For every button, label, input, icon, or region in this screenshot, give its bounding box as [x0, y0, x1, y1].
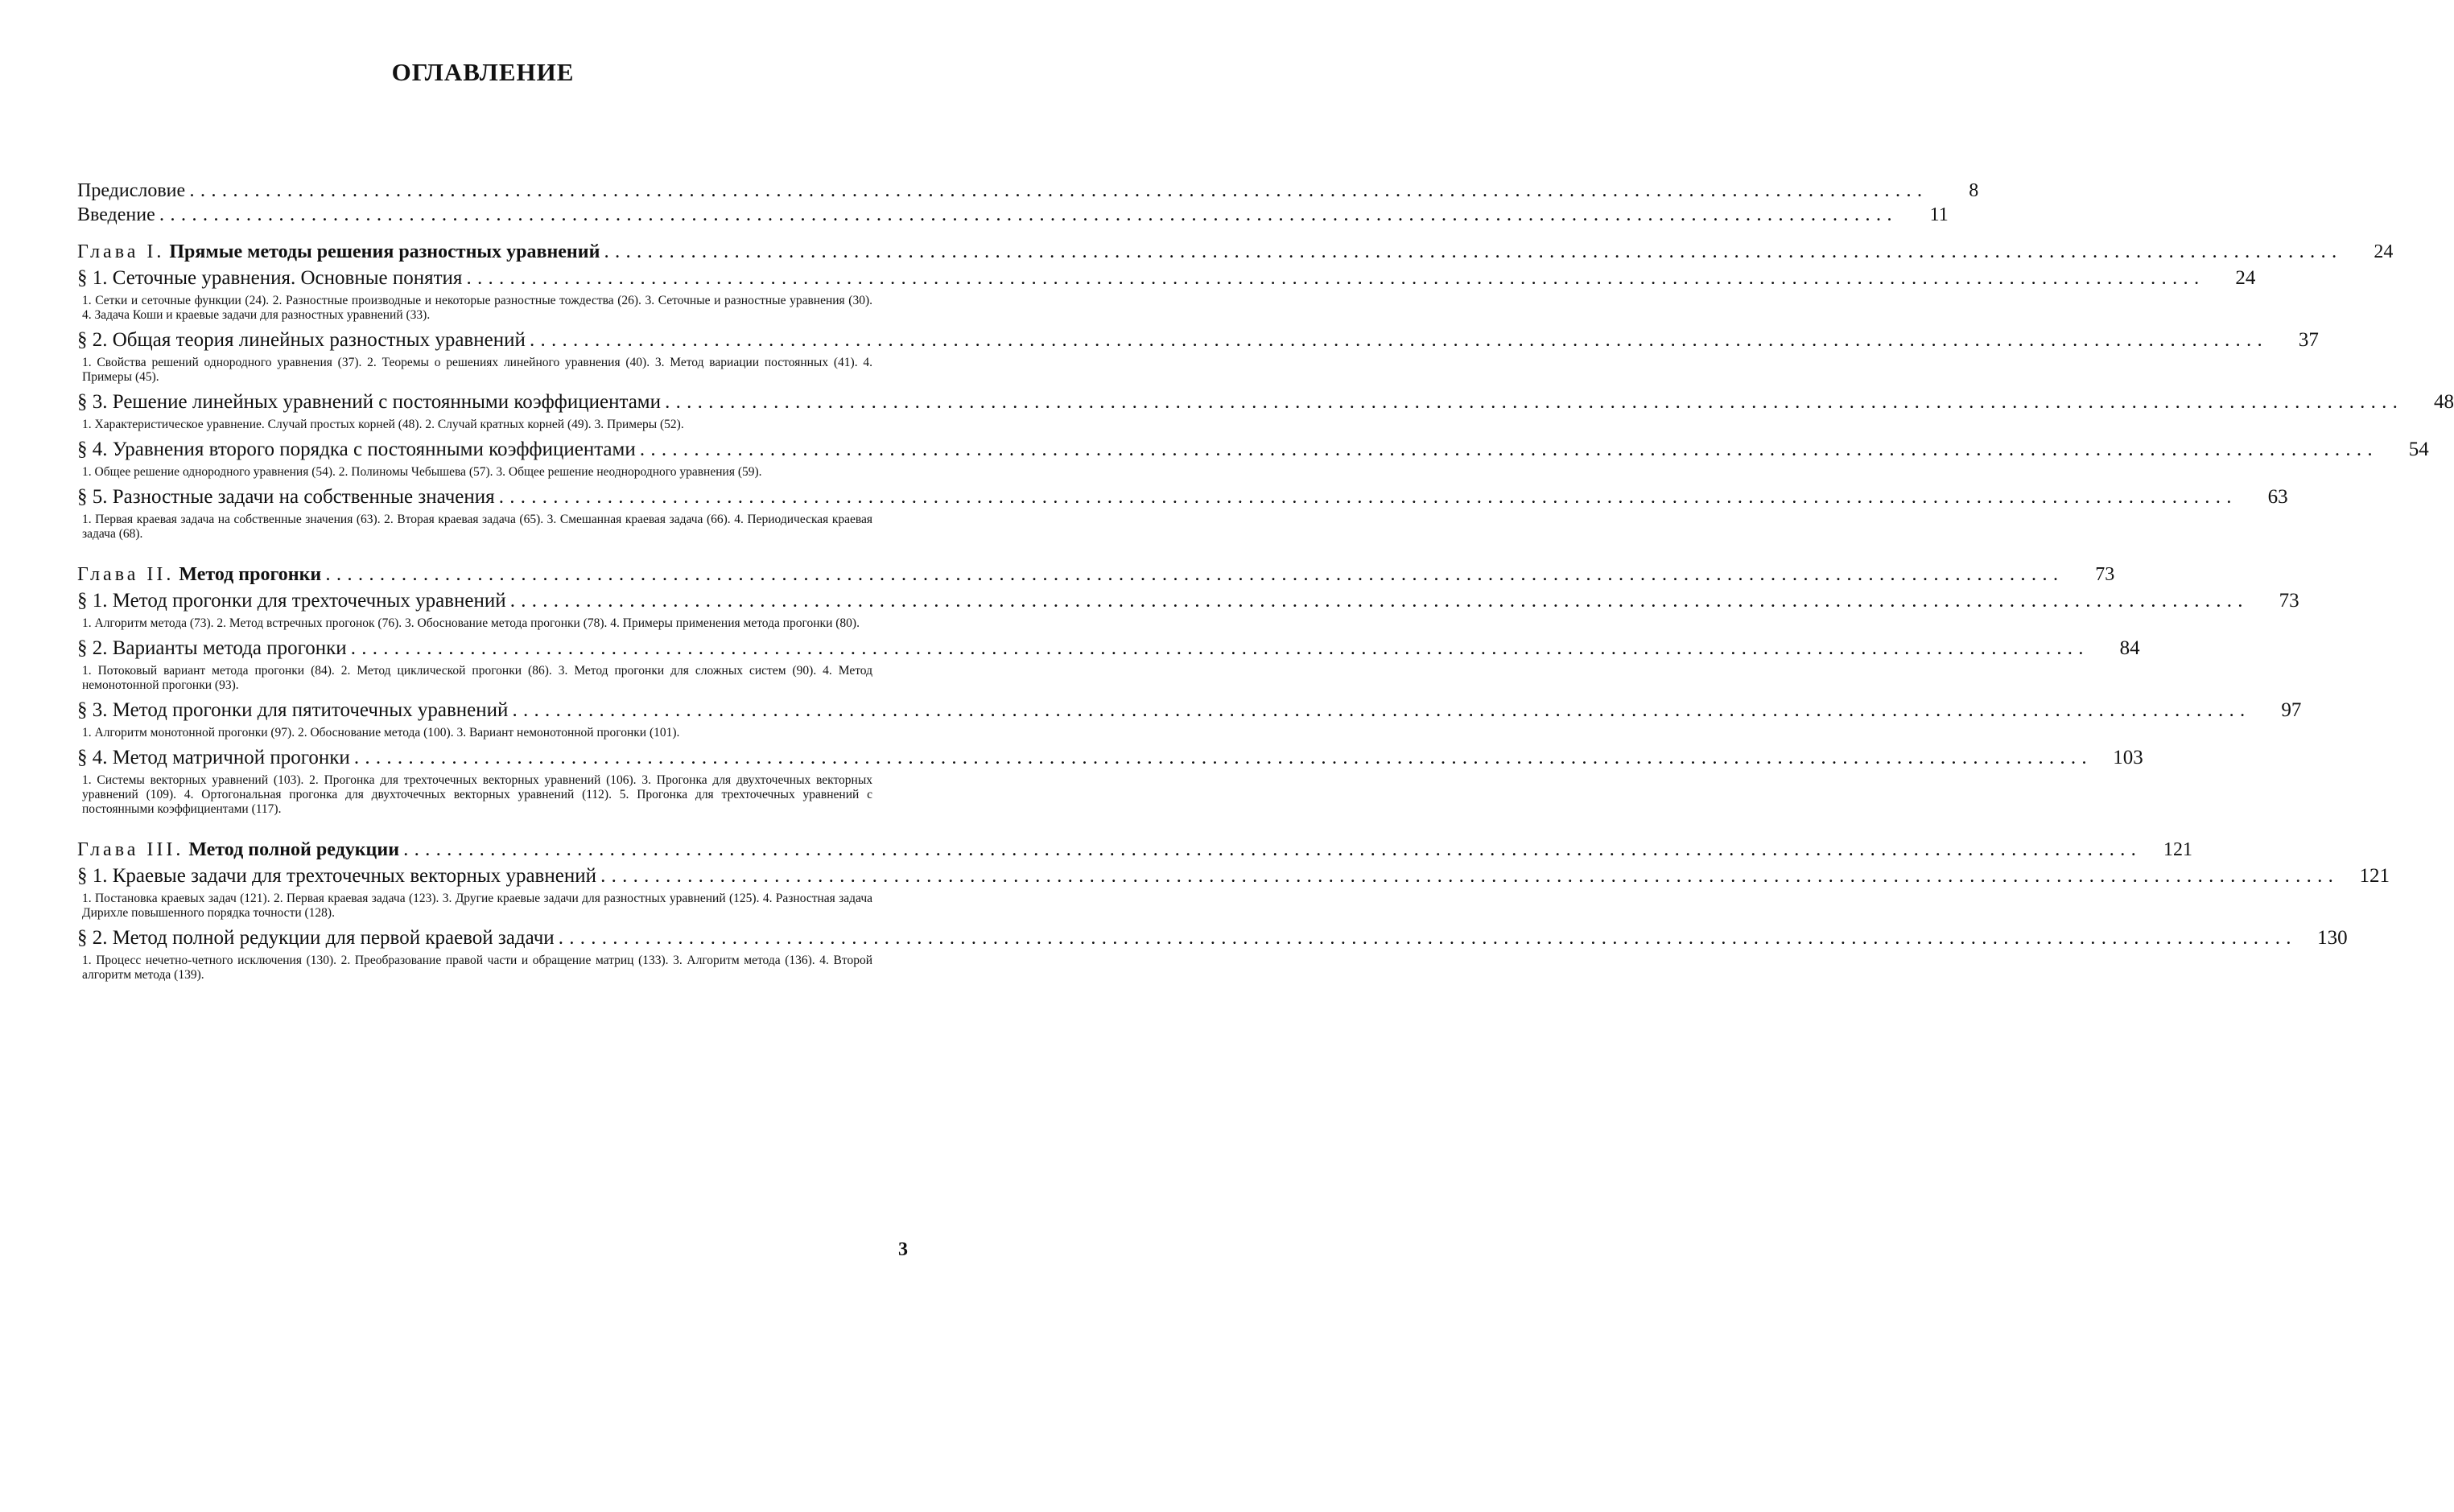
section-title: § 3. Метод прогонки для пятиточечных уравнений [77, 699, 509, 721]
dot-leader: ................................................................................................................................................................ [499, 490, 2238, 506]
chapter-number: Глава III. [77, 839, 184, 860]
section-title: § 1. Метод прогонки для трехточечных уравнений [77, 590, 506, 612]
chapter-page: 121 [2163, 839, 2193, 860]
section-title: § 5. Разностные задачи на собственные значения [77, 486, 495, 508]
dot-leader: ................................................................................................................................................................ [354, 751, 2093, 767]
section-title: § 4. Уравнения второго порядка с постоянными коэффициентами [77, 439, 636, 460]
dot-leader: ................................................................................................................................................................ [559, 931, 2298, 947]
entry-label: Предисловие [77, 180, 186, 201]
section-subtopics: 1. Алгоритм монотонной прогонки (97). 2. Обоснование метода (100). 3. Вариант немонотонной прогонки (101). [82, 726, 680, 740]
spacer [77, 823, 922, 839]
section-subtopics: 1. Постановка краевых задач (121). 2. Первая краевая задача (123). 3. Другие краевые задачи для разностных уравнений (125). 4. Разностная задача Дирихле повышенного порядка точности (128). [82, 892, 872, 920]
dot-leader: ................................................................................................................................................................ [351, 641, 2090, 657]
section-title: § 1. Краевые задачи для трехточечных векторных уравнений [77, 865, 596, 887]
section-heading [77, 439, 2429, 465]
entry-page: 8 [1969, 180, 1979, 201]
section-subtopics: 1. Свойства решений однородного уравнения (37). 2. Теоремы о решениях линейного уравнения (40). 3. Метод вариации постоянных (41). 4. Примеры (45). [82, 356, 872, 384]
section-page: 121 [2359, 865, 2390, 887]
dot-leader: ................................................................................................................................................................ [159, 208, 1899, 224]
dot-leader: ................................................................................................................................................................ [600, 869, 2340, 885]
chapter-label [77, 839, 404, 861]
section-page: 130 [2317, 927, 2348, 949]
section-subtopics: 1. Процесс нечетно-четного исключения (130). 2. Преобразование правой части и обращение матриц (133). 3. Алгоритм метода (136). 4. Второй алгоритм метода (139). [82, 954, 872, 982]
chapter-list [77, 229, 2454, 983]
spacer [77, 229, 922, 241]
section-heading [77, 747, 2143, 773]
table-of-contents [77, 180, 2454, 989]
section-page: 63 [2267, 486, 2288, 508]
chapter-heading [77, 839, 2193, 865]
section-subtopics: 1. Системы векторных уравнений (103). 2. Прогонка для трехточечных векторных уравнений (106). 3. Прогонка для двухточечных векторных уравнений (109). 4. Ортогональная прогонка для двухточечных векторных уравнений (112). 5. Прогонка для трехточечных уравнений с постоянными коэффициентами (117). [82, 773, 872, 816]
section-heading [77, 699, 2302, 726]
chapter-heading [77, 241, 2394, 267]
section-subtopics: 1. Потоковый вариант метода прогонки (84). 2. Метод циклической прогонки (86). 3. Метод прогонки для сложных систем (90). 4. Метод немонотонной прогонки (93). [82, 664, 872, 692]
section-heading [77, 329, 2319, 356]
dot-leader: ................................................................................................................................................................ [640, 443, 2379, 459]
section-page: 48 [2434, 391, 2454, 413]
chapter-label [77, 241, 604, 263]
chapter-label [77, 564, 326, 586]
section-title: § 2. Общая теория линейных разностных уравнений [77, 329, 526, 351]
dot-leader: ................................................................................................................................................................ [513, 703, 2252, 719]
dot-leader: ................................................................................................................................................................ [467, 271, 2206, 287]
toc-entry-preface [77, 180, 1979, 204]
section-title: § 1. Сеточные уравнения. Основные понятия [77, 267, 463, 289]
section-title: § 4. Метод матричной прогонки [77, 747, 350, 768]
section-title: § 2. Метод полной редукции для первой краевой задачи [77, 927, 555, 949]
dot-leader: ................................................................................................................................................................ [666, 395, 2404, 411]
section-heading [77, 865, 2390, 892]
section-subtopics: 1. Алгоритм метода (73). 2. Метод встречных прогонок (76). 3. Обоснование метода прогонки (78). 4. Примеры применения метода прогонки (80). [82, 616, 860, 630]
chapter-number: Глава II. [77, 564, 175, 585]
chapter-page: 73 [2095, 564, 2115, 585]
page-title: ОГЛАВЛЕНИЕ [391, 58, 575, 86]
dot-leader: ................................................................................................................................................................ [404, 843, 2143, 859]
chapter-page: 24 [2374, 241, 2394, 262]
page-number: 3 [898, 1239, 908, 1260]
section-subtopics: 1. Характеристическое уравнение. Случай простых корней (48). 2. Случай кратных корней (49). 3. Примеры (52). [82, 418, 684, 431]
entry-page: 11 [1929, 204, 1949, 225]
section-subtopics: 1. Общее решение однородного уравнения (54). 2. Полиномы Чебышева (57). 3. Общее решение неоднородного уравнения (59). [82, 465, 762, 479]
section-heading [77, 486, 2288, 513]
section-title: § 2. Варианты метода прогонки [77, 637, 347, 659]
chapter-title: Метод полной редукции [188, 839, 400, 860]
chapter-heading [77, 564, 2115, 590]
chapter-title: Прямые методы решения разностных уравнений [169, 241, 600, 262]
chapter-number: Глава I. [77, 241, 165, 262]
dot-leader: ................................................................................................................................................................ [604, 245, 2344, 261]
section-page: 54 [2408, 439, 2429, 460]
dot-leader: ................................................................................................................................................................ [510, 594, 2250, 610]
chapter-title: Метод прогонки [179, 564, 322, 585]
dot-leader: ................................................................................................................................................................ [326, 567, 2065, 583]
section-page: 37 [2298, 329, 2319, 351]
dot-leader: ................................................................................................................................................................ [530, 333, 2269, 349]
section-page: 24 [2235, 267, 2256, 289]
section-subtopics: 1. Сетки и сеточные функции (24). 2. Разностные производные и некоторые разностные тождества (26). 3. Сеточные и разностные уравнения (30). 4. Задача Коши и краевые задачи для разностных уравнений (33). [82, 294, 872, 322]
dot-leader: ................................................................................................................................................................ [190, 183, 1929, 200]
spacer [77, 548, 922, 564]
section-subtopics: 1. Первая краевая задача на собственные значения (63). 2. Вторая краевая задача (65). 3. Смешанная краевая задача (66). 4. Периодическая краевая задача (68). [82, 513, 872, 541]
section-page: 103 [2113, 747, 2143, 768]
section-page: 84 [2119, 637, 2140, 659]
section-page: 73 [2279, 590, 2299, 612]
section-heading [77, 637, 2140, 664]
section-heading [77, 267, 2256, 294]
section-heading [77, 590, 2299, 616]
toc-entry-introduction [77, 204, 1949, 229]
entry-label: Введение [77, 204, 155, 225]
section-page: 97 [2281, 699, 2302, 721]
section-heading [77, 927, 2348, 954]
section-title: § 3. Решение линейных уравнений с постоянными коэффициентами [77, 391, 661, 413]
section-heading [77, 391, 2454, 418]
